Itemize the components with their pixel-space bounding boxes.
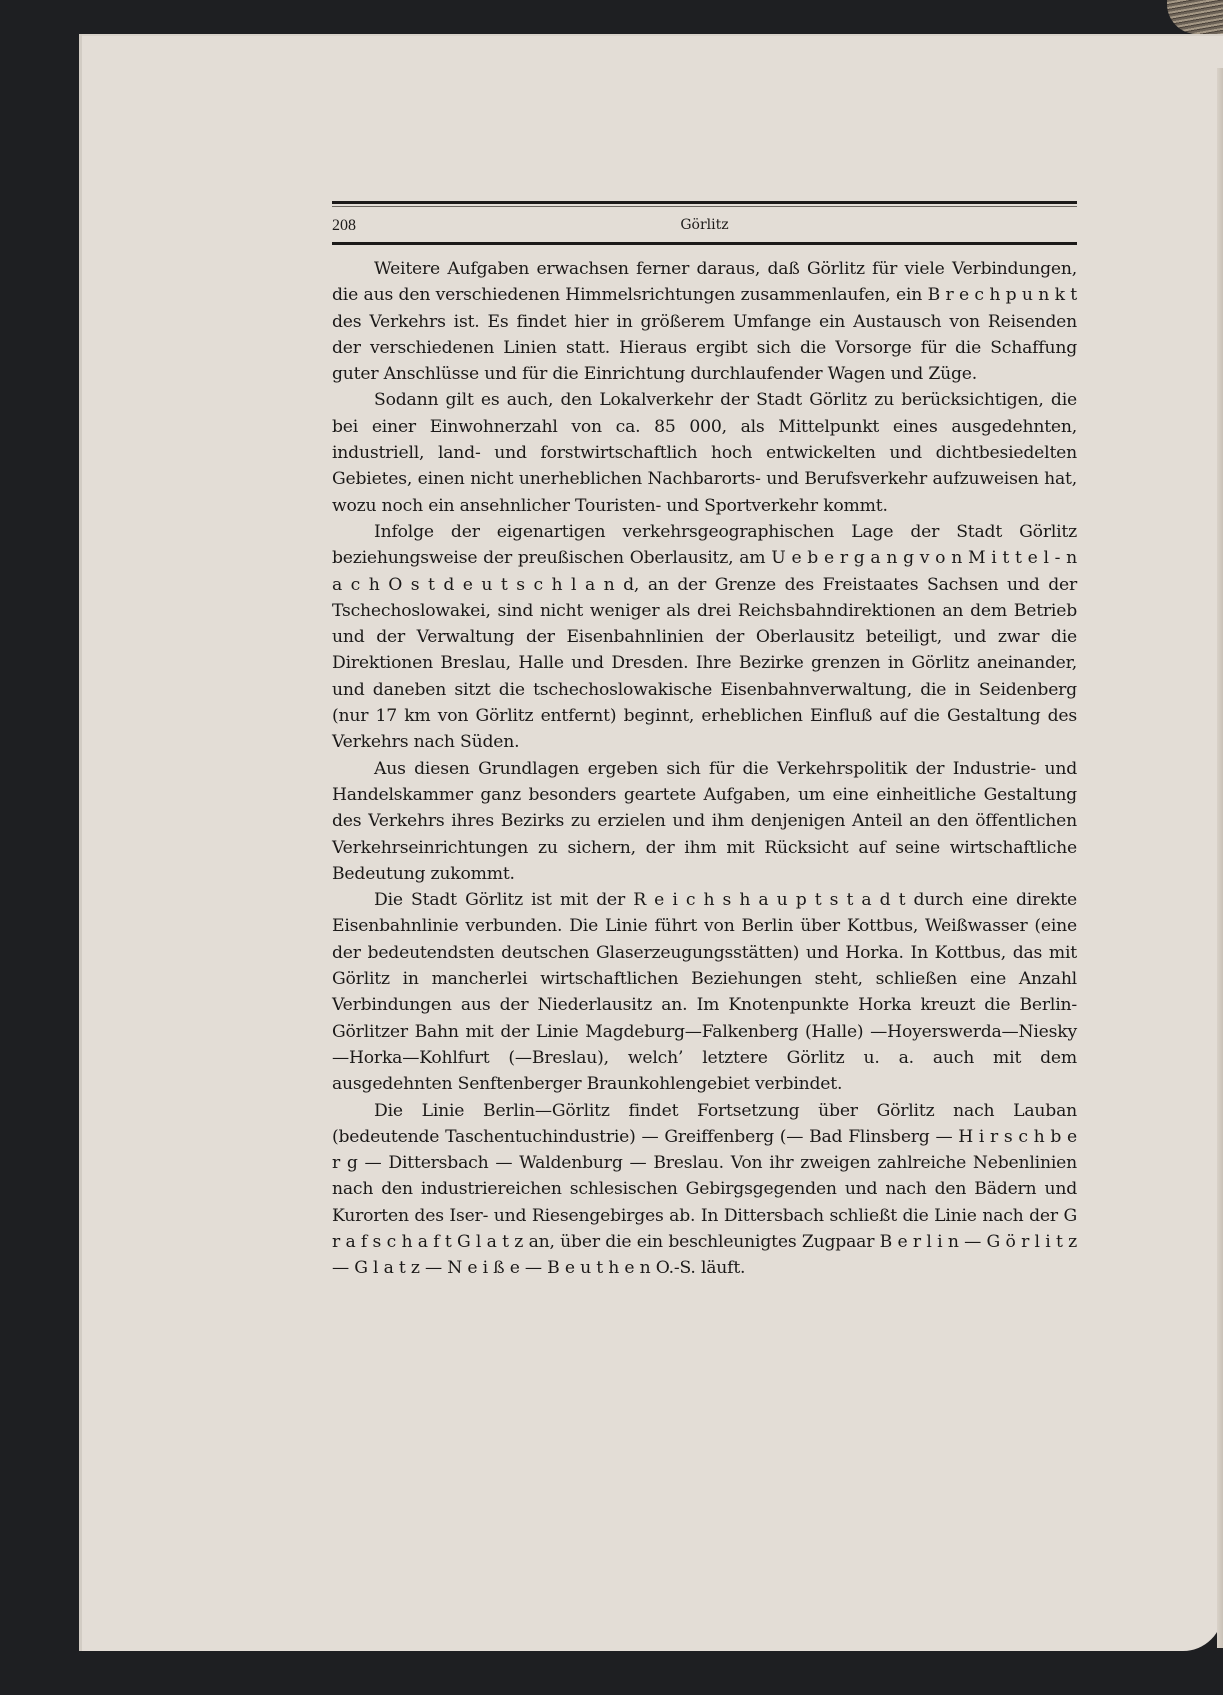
body-text: [332, 256, 1077, 1282]
page-header: [332, 201, 1077, 245]
paragraph: Infolge der eigenartigen verkehrsgeographischen Lage der Stadt Görlitz beziehungsweise der preußischen Oberlausitz, am U e b e r g a n g v o n M i t t e l - n a c h O s t d e u t s c h l a n d, an der Grenze des Freistaates Sachsen und der Tschechoslowakei, sind nicht weniger als drei Reichsbahndirektionen an dem Betrieb und der Verwaltung der Eisenbahnlinien der Oberlausitz beteiligt, und zwar die Direktionen Breslau, Halle und Dresden. Ihre Bezirke grenzen in Görlitz aneinander, und daneben sitzt die tschechoslowakische Eisenbahnverwaltung, die in Seidenberg (nur 17 km von Görlitz entfernt) beginnt, erheblichen Einfluß auf die Gestaltung des Verkehrs nach Süden.: [332, 521, 1077, 753]
book-edge: [1167, 0, 1223, 34]
page-number: 208: [332, 217, 356, 234]
page-edge: [1217, 68, 1223, 1648]
running-head: Görlitz: [680, 217, 729, 233]
paragraph: Die Stadt Görlitz ist mit der R e i c h s h a u p t s t a d t durch eine direkte Eisenbahnlinie verbunden. Die Linie führt von Berlin über Kottbus, Weißwasser (eine der bedeutendsten deutschen Glaserzeugungsstätten) und Horka. In Kottbus, das mit Görlitz in mancherlei wirtschaftlichen Beziehungen steht, schließen eine Anzahl Verbindungen aus der Niederlausitz an. Im Knotenpunkte Horka kreuzt die Berlin-Görlitzer Bahn mit der Linie Magdeburg—Falkenberg (Halle) —Hoyerswerda—Niesky—Horka—Kohlfurt (—Breslau), welch’ letztere Görlitz u. a. auch mit dem ausgedehnten Senftenberger Braunkohlengebiet verbindet.: [332, 890, 1077, 1095]
paragraph: Sodann gilt es auch, den Lokalverkehr der Stadt Görlitz zu berücksichtigen, die bei einer Einwohnerzahl von ca. 85 000, als Mittelpunkt eines ausgedehnten, industriell, land- und forstwirtschaftlich hoch entwickelten und dichtbesiedelten Gebietes, einen nicht unerheblichen Nachbarorts- und Berufsverkehr aufzuweisen hat, wozu noch ein ansehnlicher Touristen- und Sportverkehr kommt.: [332, 390, 1077, 516]
header-rule-bottom: [332, 242, 1077, 245]
paragraph: Die Linie Berlin—Görlitz findet Fortsetzung über Görlitz nach Lauban (bedeutende Taschentuchindustrie) — Greiffenberg (— Bad Flinsberg — H i r s c h b e r g — Dittersbach — Waldenburg — Breslau. Von ihr zweigen zahlreiche Nebenlinien nach den industriereichen schlesischen Gebirgsgegenden und nach den Bädern und Kurorten des Iser- und Riesengebirges ab. In Dittersbach schließt die Linie nach der G r a f s c h a f t G l a t z an, über die ein beschleunigtes Zugpaar B e r l i n — G ö r l i t z — G l a t z — N e i ß e — B e u t h e n O.-S. läuft.: [332, 1100, 1077, 1279]
paragraph: Aus diesen Grundlagen ergeben sich für die Verkehrspolitik der Industrie- und Handelskammer ganz besonders geartete Aufgaben, um eine einheitliche Gestaltung des Verkehrs ihres Bezirks zu erzielen und ihm denjenigen Anteil an den öffentlichen Verkehrseinrichtungen zu sichern, der ihm mit Rücksicht auf seine wirtschaftliche Bedeutung zukommt.: [332, 758, 1077, 884]
paragraph: Weitere Aufgaben erwachsen ferner daraus, daß Görlitz für viele Verbindungen, die aus den verschiedenen Himmelsrichtungen zusammenlaufen, ein B r e c h p u n k t des Verkehrs ist. Es findet hier in größerem Umfange ein Austausch von Reisenden der verschiedenen Linien statt. Hieraus ergibt sich die Vorsorge für die Schaffung guter Anschlüsse und für die Einrichtung durchlaufender Wagen und Züge.: [332, 259, 1077, 385]
header-rule-thin: [332, 206, 1077, 207]
header-rule-top: [332, 201, 1077, 204]
